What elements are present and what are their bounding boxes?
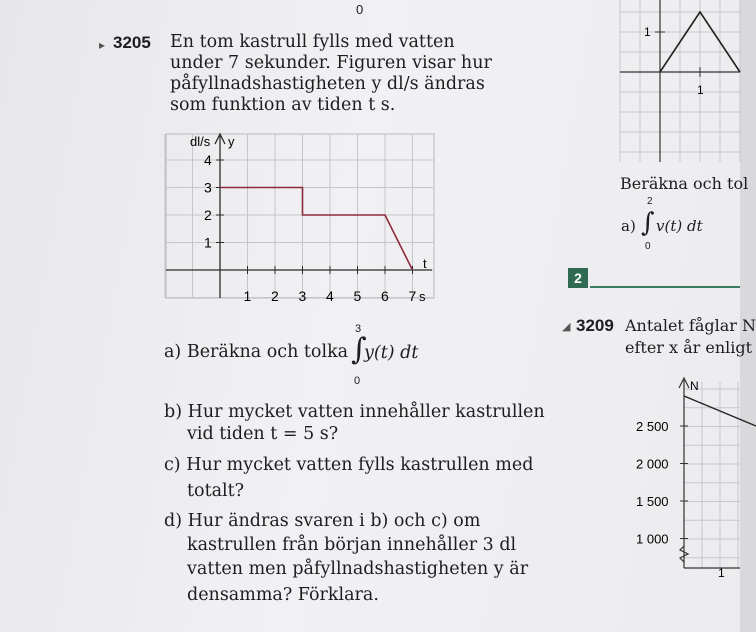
triangle-graph xyxy=(620,0,740,162)
x-tick-label: 5 xyxy=(353,288,362,304)
y-tick-label: 1 000 xyxy=(636,531,669,547)
problem-line: En tom kastrull fylls med vatten xyxy=(170,32,455,52)
x-tick-label: 4 xyxy=(326,288,334,304)
integral-sign: ∫ xyxy=(351,332,367,367)
question-a xyxy=(164,342,348,363)
graph-grid xyxy=(620,0,740,162)
x-tick-label: 1 xyxy=(718,566,725,580)
y-tick-label: 2 500 xyxy=(636,419,669,434)
integral-lower: 0 xyxy=(354,375,361,387)
right-integral-lower: 0 xyxy=(645,241,651,252)
question-label: c) xyxy=(164,455,181,475)
problem-line: efter x år enligt xyxy=(625,338,753,357)
x-unit-label: s xyxy=(419,289,426,304)
question-b xyxy=(164,402,545,423)
x-tick-label: 6 xyxy=(381,288,389,304)
right-integrand: v(t) dt xyxy=(656,217,703,235)
problem-line: påfyllnadshastigheten y dl/s ändras xyxy=(170,74,485,94)
question-line: vatten men påfyllnadshastigheten y är xyxy=(187,559,529,579)
problem-number: 3205 xyxy=(113,33,151,52)
bullet-marker: ◢ xyxy=(562,320,571,333)
y-tick-label: 1 xyxy=(644,25,651,39)
question-label: a) xyxy=(164,342,182,362)
question-line: densamma? Förklara. xyxy=(187,585,379,605)
problem-line: som funktion av tiden t s. xyxy=(170,95,396,115)
y-unit-label: dl/s xyxy=(190,134,211,149)
question-line: vid tiden t = 5 s? xyxy=(187,424,339,444)
y-tick-label: 1 500 xyxy=(636,494,669,509)
x-tick-label: 1 xyxy=(243,288,252,304)
x-axis-name: t xyxy=(423,256,427,271)
question-line: Hur mycket vatten innehåller kastrullen xyxy=(187,402,545,422)
question-line: totalt? xyxy=(187,481,245,501)
right-integral-upper: 2 xyxy=(647,196,653,207)
question-label: d) xyxy=(164,511,183,531)
integral-upper: 3 xyxy=(355,323,362,335)
question-text: Beräkna och tolka xyxy=(186,342,349,362)
integrand: y(t) dt xyxy=(364,343,419,363)
problem-number: 3209 xyxy=(576,316,614,335)
x-tick-label: 3 xyxy=(298,288,307,304)
problem-line: under 7 sekunder. Figuren visar hur xyxy=(170,53,492,73)
right-integral-sign: ∫ xyxy=(641,208,655,238)
y-tick-label: 4 xyxy=(204,152,212,168)
rate-graph xyxy=(160,128,440,308)
y-axis-name: y xyxy=(228,134,235,149)
question-line: kastrullen från början innehåller 3 dl xyxy=(187,535,517,555)
y-tick-label: 2 xyxy=(204,207,212,223)
y-axis-name: N xyxy=(690,379,699,393)
top-number: 0 xyxy=(356,2,364,17)
right-text: Beräkna och tol xyxy=(620,174,749,193)
question-d xyxy=(164,511,480,532)
y-tick-label: 1 xyxy=(204,234,212,251)
question-c xyxy=(164,455,533,476)
right-a-label: a) xyxy=(621,217,636,235)
x-tick-label: 2 xyxy=(271,288,279,304)
section-rule xyxy=(590,286,740,288)
y-tick-label: 3 xyxy=(204,179,212,196)
problem-text xyxy=(170,32,492,116)
bird-graph xyxy=(632,372,740,632)
x-tick-label: 1 xyxy=(697,83,704,97)
level-badge xyxy=(568,268,588,288)
y-tick-label: 2 000 xyxy=(636,456,669,472)
level-badge-label: 2 xyxy=(574,270,582,286)
bullet-marker: ▸ xyxy=(99,38,106,52)
question-line: Hur mycket vatten fylls kastrullen med xyxy=(186,455,534,475)
tick-labels xyxy=(636,419,688,547)
rate-curve xyxy=(220,188,413,271)
x-tick-label: 7 xyxy=(408,288,417,304)
problem-line: Antalet fåglar N xyxy=(625,316,756,335)
graph-grid xyxy=(684,382,740,568)
question-label: b) xyxy=(164,402,183,422)
question-line: Hur ändras svaren i b) och c) om xyxy=(187,511,481,531)
